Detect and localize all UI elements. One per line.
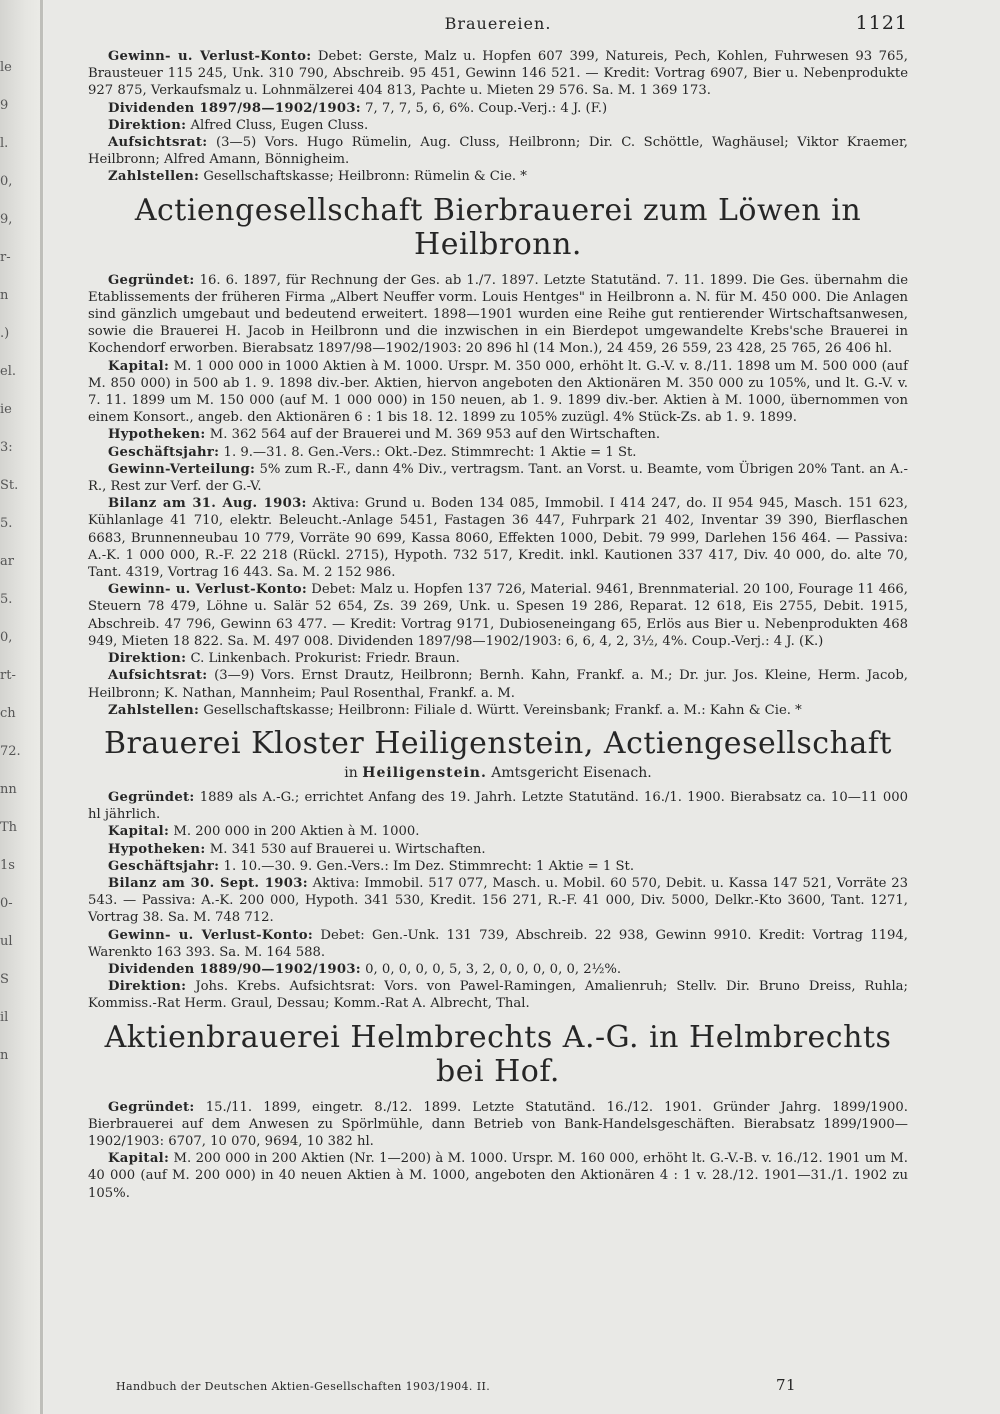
entry-label: Gewinn- u. Verlust-Konto: [108,582,307,598]
entry-label: Gewinn-Verteilung: [108,461,256,477]
entry-label: Hypotheken: [108,427,206,443]
subheading-place: Heiligenstein. [362,764,487,781]
entry-text: M. 200 000 in 200 Aktien à M. 1000. [169,824,420,840]
entry-text: Aktiva: Immobil. 517 077, Masch. u. Mobil. 60 570, Debit. u. Kassa 147 521, Vorräte 23 543. — Passiva: A.-K. 200 000, Hypoth. 341 530, Kredit. 156 271, R.-F. 41 000, Div. 5000, Delkr.-Kto 3600, Tant. 1271, Vortrag 38. Sa. M. 748 712. [88,875,908,926]
entry-label: Zahlstellen: [108,702,200,718]
entry-label: Gewinn- u. Verlust-Konto: [108,49,312,64]
entry-label: Gegründet: [108,1099,195,1115]
entry-paragraph [88,841,908,858]
entry-label: Gegründet: [108,789,195,805]
margin-fragment: el. [0,364,16,379]
margin-fragment: ar [0,554,14,569]
entry-paragraph [88,702,908,719]
margin-fragment: Th [0,820,18,835]
margin-fragment: 3: [0,440,13,455]
company-heading-kloster-heiligenstein: Brauerei Kloster Heiligenstein, Actiengesellschaft [104,725,892,761]
entry-label: Bilanz am 30. Sept. 1903: [108,875,308,891]
entry-text: (3—9) Vors. Ernst Drautz, Heilbronn; Bernh. Kahn, Frankf. a. M.; Dr. jur. Jos. Kleine, Herm. Jacob, Heilbronn; K. Nathan, Mannheim; Paul Rosenthal, Frankf. a. M. [88,668,908,701]
entry-label: Gegründet: [108,272,195,288]
entry-text: M. 1 000 000 in 1000 Aktien à M. 1000. Urspr. M. 350 000, erhöht lt. G.-V. v. 8./11. 1898 um M. 500 000 (auf M. 850 000) in 500 ab 1. 9. 1898 div.-ber. Aktien, hiervon angeboten den Aktionären M. 350 000 zu 105%, und lt. G.-V. v. 7. 11. 1899 um M. 150 000 (auf M. 1 000 000) in 150 neuen, ab 1. 9. 1899 div.-ber. Aktien à M. 1000, übernommen von einem Konsort., angeb. den Aktionären 6 : 1 bis 18. 12. 1899 zu 105% zuzügl. 4% Stück-Zs. ab 1. 9. 1899. [88,358,908,426]
entry-paragraph [88,858,908,875]
entry-label: Dividenden 1889/90—1902/1903: [108,961,361,977]
margin-fragment: 9, [0,212,13,227]
entry-text: 7, 7, 7, 5, 6, 6%. Coup.-Verj.: 4 J. (F.) [360,100,608,116]
entry-label: Aufsichtsrat: [108,135,208,151]
entry-text: (3—5) Vors. Hugo Rümelin, Aug. Cluss, Heilbronn; Dir. C. Schöttle, Waghäusel; Viktor Kraemer, Heilbronn; Alfred Amann, Bönnigheim. [88,135,908,168]
entry-text: 0, 0, 0, 0, 0, 5, 3, 2, 0, 0, 0, 0, 0, 2½%. [360,961,622,977]
entry-paragraph [88,927,908,961]
entry-text: Johs. Krebs. Aufsichtsrat: Vors. von Pawel-Ramingen, Amalienruh; Stellv. Dir. Bruno Dreiss, Ruhla; Kommiss.-Rat Herm. Graul, Dessau; Komm.-Rat A. Albrecht, Thal. [88,979,908,1012]
entry-paragraph [88,100,908,117]
entry-paragraph [88,961,908,978]
entry-label: Gewinn- u. Verlust-Konto: [108,927,314,943]
entry-text: Gesellschaftskasse; Heilbronn: Rümelin & Cie. * [199,169,527,185]
margin-fragment: 0, [0,630,13,645]
entry-paragraph [88,444,908,461]
entry-paragraph [88,495,908,581]
margin-fragment: le [0,60,12,75]
running-head-title: Brauereien. [444,14,552,33]
entry-paragraph [88,134,908,168]
entry-text: Debet: Gerste, Malz u. Hopfen 607 399, Natureis, Pech, Kohlen, Fuhrwesen 93 765, Brausteuer 115 245, Unk. 310 790, Abschreib. 95 451, Gewinn 146 521. — Kredit: Vortrag 6907, Bier u. Nebenprodukte 927 875, Verkaufsmalz u. Lohnmälzerei 404 813, Pachte u. Mieten 29 576. Sa. M. 1 369 173. [88,49,908,99]
margin-fragment: n [0,288,9,303]
entry-text: Aktiva: Grund u. Boden 134 085, Immobil. I 414 247, do. II 954 945, Masch. 151 623, Kühlanlage 41 710, elektr. Beleucht.-Anlage 5451, Fastagen 36 447, Fuhrpark 21 402, Inventar 39 390, Bierflaschen 6683, Brunnenneubau 10 779, Vorräte 90 699, Kassa 8060, Effekten 1000, Debit. 79 999, Darlehen 156 464. — Passiva: A.-K. 1 000 000, R.-F. 22 218 (Rückl. 2715), Hypoth. 732 517, Kredit. inkl. Kautionen 337 417, Div. 40 000, do. alte 70, Tant. 4319, Vortrag 16 443. Sa. M. 2 152 986. [88,496,908,581]
margin-fragment: 1s [0,858,15,873]
gutter-fold [40,0,43,1414]
margin-fragment: ul [0,934,13,949]
entry-text: Alfred Cluss, Eugen Cluss. [186,117,369,133]
section-loewen-heilbronn [88,272,908,719]
entry-text: 1889 als A.-G.; errichtet Anfang des 19. Jahrh. Letzte Statutänd. 16./1. 1900. Bierabsatz ca. 10—11 000 hl jährlich. [88,789,908,823]
margin-fragment: ch [0,706,16,721]
entry-paragraph [88,358,908,427]
section-previous-company-continued [88,48,908,186]
subheading-court: Amtsgericht Eisenach. [486,764,652,781]
entry-label: Direktion: [108,651,187,667]
margin-fragment: 0, [0,174,13,189]
entry-label: Hypotheken: [108,841,206,857]
entry-label: Bilanz am 31. Aug. 1903: [108,496,307,512]
entry-text: 5% zum R.-F., dann 4% Div., vertragsm. Tant. an Vorst. u. Beamte, vom Übrigen 20% Tant. an A.-R., Rest zur Verf. der G.-V. [88,461,908,495]
margin-fragment: .) [0,326,10,341]
entry-text: Gesellschaftskasse; Heilbronn: Filiale d. Württ. Vereinsbank; Frankf. a. M.: Kahn & Cie. * [199,702,802,718]
page-content [88,8,908,1208]
entry-text: 1. 9.—31. 8. Gen.-Vers.: Okt.-Dez. Stimmrecht: 1 Aktie = 1 St. [219,444,637,460]
entry-text: C. Linkenbach. Prokurist: Friedr. Braun. [186,651,460,667]
entry-paragraph [88,650,908,667]
facing-page-margin-fragments [0,60,21,1086]
entry-text: M. 362 564 auf der Brauerei und M. 369 953 auf den Wirtschaften. [205,427,661,443]
entry-text: M. 341 530 auf Brauerei u. Wirtschaften. [205,841,486,857]
entry-label: Zahlstellen: [108,169,200,185]
entry-text: 16. 6. 1897, für Rechnung der Ges. ab 1./7. 1897. Letzte Statutänd. 7. 11. 1899. Die Ges. übernahm die Etablissements der früheren Firma „Albert Neuffer vorm. Louis Hentges" in Heilbronn a. N. für M. 450 000. Die Anlagen sind gänzlich umgebaut und bedeutend erweitert. 1898—1901 wurden eine Reihe gut rentierender Wirtschaftsanwesen, sowie die Brauerei H. Jacob in Heilbronn und die inzwischen in ein Bierdepot umgewandelte Krebs'sche Brauerei in Kochendorf erworben. Bierabsatz 1897/98—1902/1903: 20 896 hl (14 Mon.), 24 459, 26 559, 23 428, 25 765, 26 406 hl. [88,272,908,357]
entry-paragraph [88,272,908,358]
margin-fragment: 72. [0,744,21,759]
entry-paragraph [88,581,908,650]
margin-fragment: n [0,1048,9,1063]
margin-fragment: rt- [0,668,16,683]
entry-text: 1. 10.—30. 9. Gen.-Vers.: Im Dez. Stimmrecht: 1 Aktie = 1 St. [219,858,635,874]
entry-text: Debet: Malz u. Hopfen 137 726, Material. 9461, Brennmaterial. 20 100, Fourage 11 466, Steuern 78 479, Löhne u. Salär 52 654, Zs. 39 269, Unk. u. Spesen 19 286, Reparat. 12 618, Eis 2755, Debit. 1915, Abschreib. 47 796, Gewinn 63 477. — Kredit: Vortrag 9171, Dubioseneingang 65, Erlös aus Bier u. Nebenprodukten 468 949, Mieten 18 822. Sa. M. 497 008. Dividenden 1897/98—1902/1903: 6, 6, 4, 2, 3½, 4%. Coup.-Verj.: 4 J. (K.) [88,582,908,649]
running-head [88,8,908,48]
entry-label: Kapital: [108,1151,170,1167]
entry-paragraph [88,426,908,443]
margin-fragment: 5. [0,516,13,531]
margin-fragment: nn [0,782,17,797]
entry-paragraph [88,667,908,701]
entry-label: Kapital: [108,824,170,840]
entry-label: Direktion: [108,979,187,995]
entry-paragraph [88,875,908,927]
margin-fragment: S [0,972,9,987]
entry-text: Debet: Gen.-Unk. 131 739, Abschreib. 22 938, Gewinn 9910. Kredit: Vortrag 1194, Warenkto 163 393. Sa. M. 164 588. [88,927,908,960]
company-heading-loewen: Actiengesellschaft Bierbrauerei zum Löwen in Heilbronn. [134,192,862,262]
entry-label: Direktion: [108,117,187,133]
margin-fragment: ie [0,402,12,417]
section-kloster-heiligenstein [88,789,908,1013]
margin-fragment: l. [0,136,9,151]
entry-paragraph [88,48,908,100]
entry-text: M. 200 000 in 200 Aktien (Nr. 1—200) à M. 1000. Urspr. M. 160 000, erhöht lt. G.-V.-B. v. 16./12. 1901 um M. 40 000 (auf M. 200 000) in 40 neuen Aktien à M. 1000, angeboten den Aktionären 4 : 1 v. 28./12. 1901—31./1. 1902 zu 105%. [88,1151,908,1201]
entry-label: Geschäftsjahr: [108,444,220,460]
margin-fragment: r- [0,250,11,265]
entry-label: Dividenden 1897/98—1902/1903: [108,100,361,116]
margin-fragment: St. [0,478,19,493]
entry-paragraph [88,117,908,134]
entry-paragraph [88,789,908,823]
margin-fragment: 0- [0,896,13,911]
margin-fragment: 9 [0,98,9,113]
entry-paragraph [88,1150,908,1202]
footer-signature-number: 71 [776,1376,796,1394]
entry-text: 15./11. 1899, eingetr. 8./12. 1899. Letzte Statutänd. 16./12. 1901. Gründer Jahrg. 1899/1900. Bierbrauerei auf dem Anwesen zu Spörlmühle, dann Betrieb von Bank-Handelsgeschäften. Bierabsatz 1899/1900—1902/1903: 6707, 10 070, 9694, 10 382 hl. [88,1099,908,1149]
page-footer [116,1376,796,1394]
footer-publication: Handbuch der Deutschen Aktien-Gesellschaften 1903/1904. II. [116,1380,491,1393]
entry-paragraph [88,1099,908,1151]
page-number: 1121 [855,12,908,34]
margin-fragment: 5. [0,592,13,607]
entry-label: Aufsichtsrat: [108,668,208,684]
entry-label: Geschäftsjahr: [108,858,220,874]
entry-label: Kapital: [108,358,170,374]
subheading-prefix: in [344,764,363,781]
entry-paragraph [88,978,908,1012]
entry-paragraph [88,823,908,840]
company-subheading-location [88,765,908,781]
entry-paragraph [88,168,908,185]
section-helmbrechts [88,1099,908,1202]
company-heading-helmbrechts: Aktienbrauerei Helmbrechts A.-G. in Helmbrechts bei Hof. [104,1019,892,1089]
margin-fragment: il [0,1010,9,1025]
entry-paragraph [88,461,908,495]
